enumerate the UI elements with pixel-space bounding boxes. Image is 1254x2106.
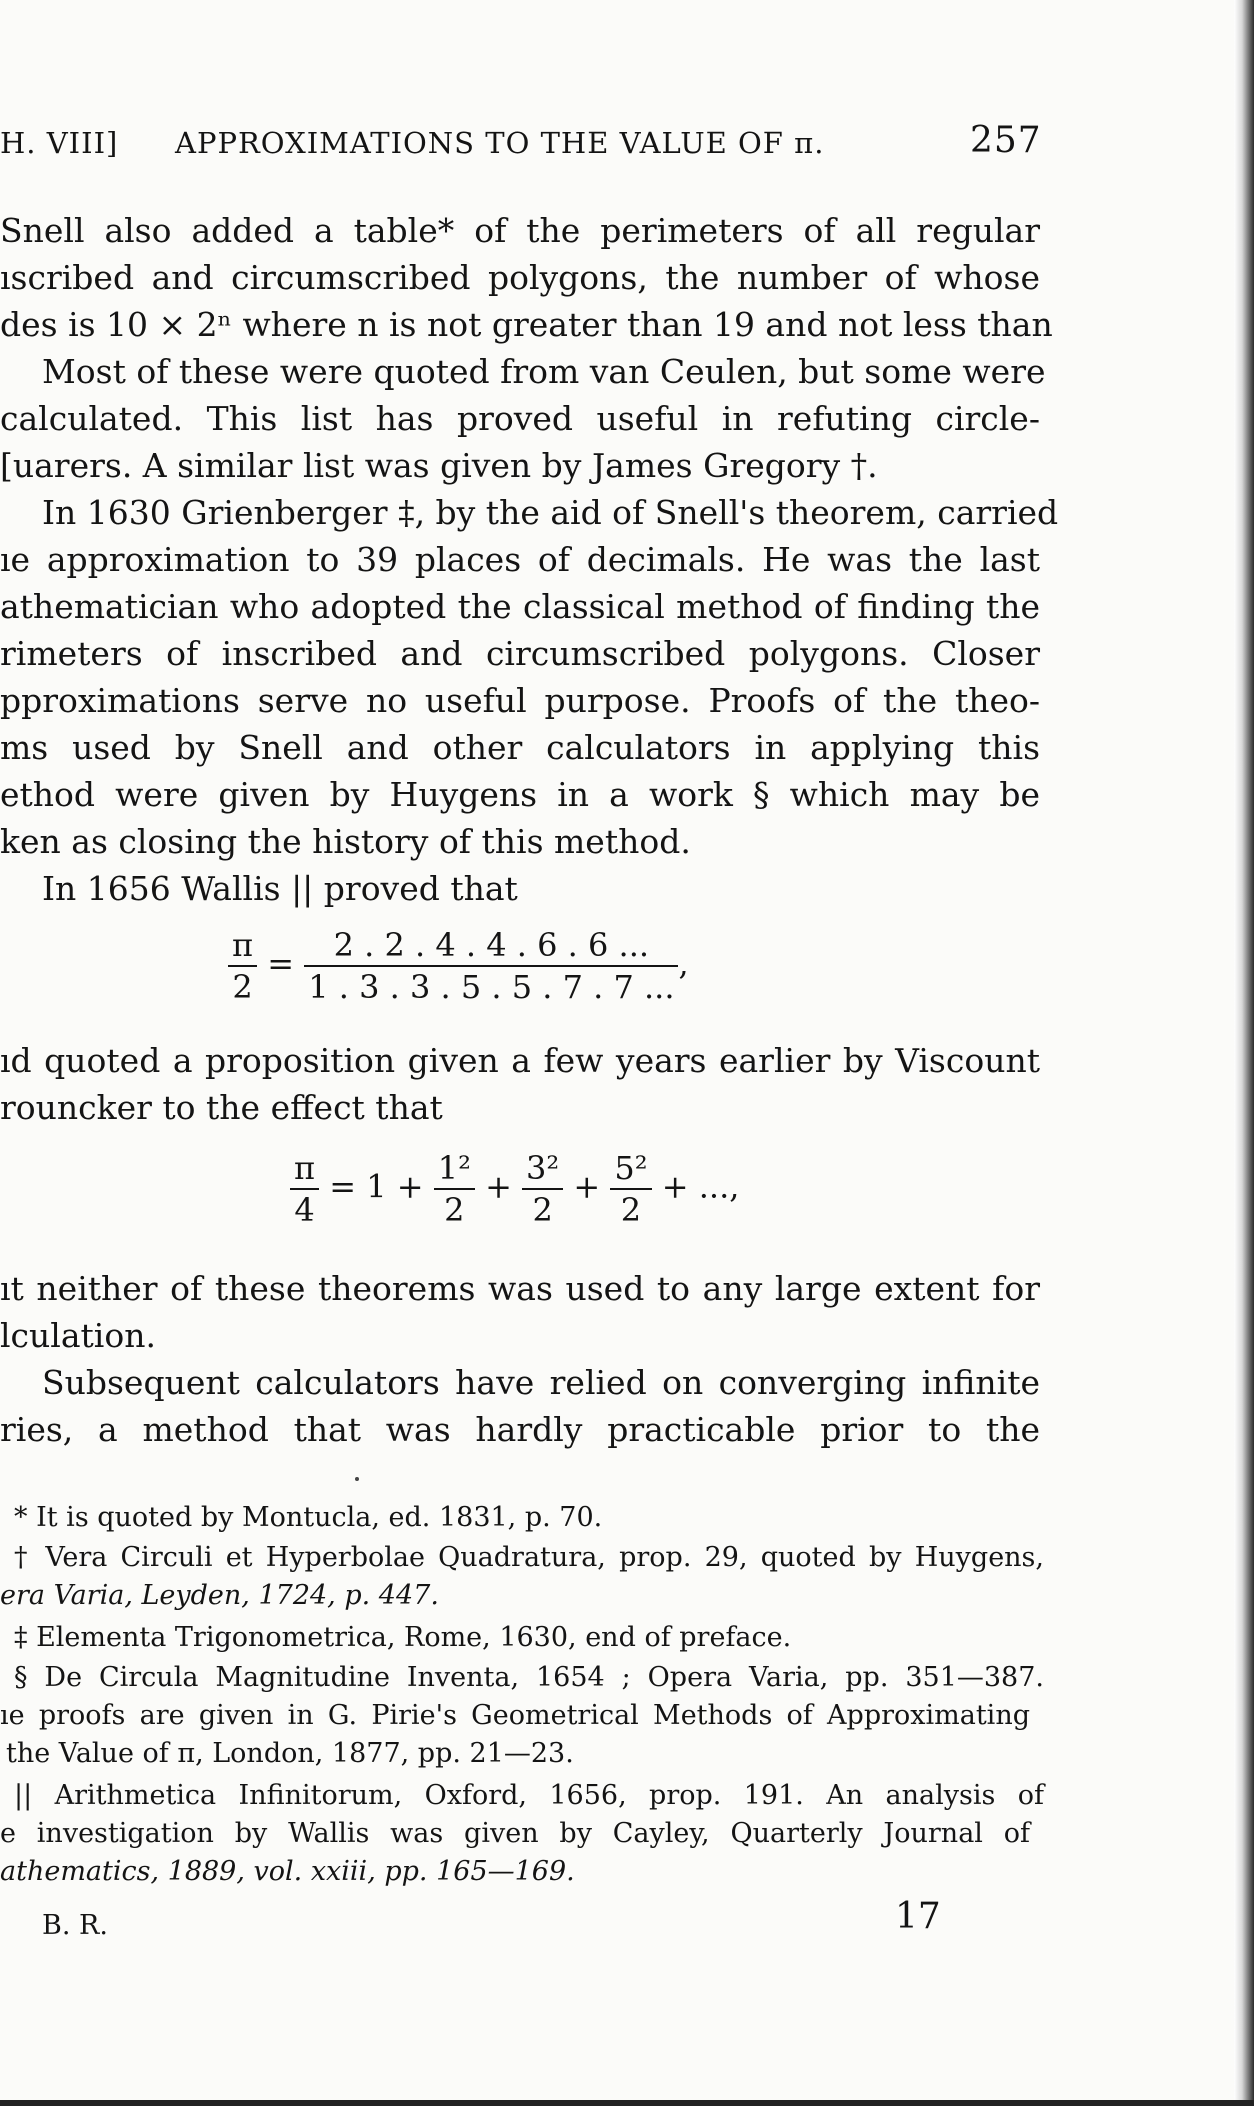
plus-sign: + (573, 1167, 601, 1206)
page-edge-shadow (1234, 0, 1254, 2106)
formula-tail: + ..., (661, 1167, 740, 1206)
term-1-denominator: 2 (444, 1191, 465, 1229)
stray-mark (355, 1477, 359, 1481)
footnote-line: ıe proofs are given in G. Pirie's Geometrical Methods of Approximating (0, 1700, 1030, 1731)
footnote-line: || Arithmetica Infinitorum, Oxford, 1656, prop. 191. An analysis of (14, 1780, 1044, 1811)
text-line: ries, a method that was hardly practicable prior to the (0, 1410, 1040, 1449)
text-line: ıscribed and circumscribed polygons, the number of whose (0, 258, 1040, 297)
plus-sign: + (485, 1167, 512, 1206)
footnote-line: † Vera Circuli et Hyperbolae Quadratura, prop. 29, quoted by Huygens, (14, 1542, 1044, 1573)
text-line: des is 10 × 2ⁿ where n is not greater than 19 and not less than (0, 305, 1053, 344)
wallis-formula (228, 925, 689, 1007)
text-line: ken as closing the history of this method. (0, 822, 691, 861)
text-line: Snell also added a table* of the perimeters of all regular (0, 211, 1040, 250)
text-line: In 1656 Wallis || proved that (42, 869, 518, 908)
text-line: ıd quoted a proposition given a few years earlier by Viscount (0, 1041, 1040, 1080)
term-3-numerator: 5² (610, 1148, 651, 1190)
footnote-line: * It is quoted by Montucla, ed. 1831, p. 70. (14, 1502, 603, 1533)
page-number: 257 (970, 120, 1042, 161)
term-3-denominator: 2 (620, 1191, 642, 1229)
text-line: ethod were given by Huygens in a work § which may be (0, 775, 1040, 814)
text-line: rouncker to the effect that (0, 1088, 443, 1127)
equals-sign: = (329, 1167, 357, 1206)
term-one: 1 + (366, 1167, 424, 1206)
footnote-line: the Value of π, London, 1877, pp. 21—23. (6, 1738, 574, 1769)
lhs-numerator: π (290, 1148, 319, 1190)
text-line: In 1630 Grienberger ‡, by the aid of Snell's theorem, carried (42, 493, 1059, 532)
text-line: athematician who adopted the classical method of finding the (0, 587, 1040, 626)
formula-lhs (290, 1148, 319, 1230)
term-1-numerator: 1² (434, 1148, 475, 1190)
equals-sign: = (267, 944, 295, 983)
term-3 (610, 1148, 651, 1230)
chapter-label: H. VIII] (0, 126, 119, 160)
text-line: rimeters of inscribed and circumscribed polygons. Closer (0, 634, 1040, 673)
footnote-line: era Varia, Leyden, 1724, p. 447. (0, 1580, 439, 1611)
text-line: Most of these were quoted from van Ceulen, but some were (42, 352, 1046, 391)
page-bottom-edge (0, 2100, 1254, 2106)
footnote-line: § De Circula Magnitudine Inventa, 1654 ; Opera Varia, pp. 351—387. (14, 1662, 1044, 1693)
text-line: pproximations serve no useful purpose. Proofs of the theo- (0, 681, 1040, 720)
footnote-line: e investigation by Wallis was given by Cayley, Quarterly Journal of (0, 1818, 1030, 1849)
signature-mark: B. R. (42, 1910, 108, 1941)
rhs-denominator: 1 . 3 . 3 . 5 . 5 . 7 . 7 ... (308, 968, 675, 1006)
text-line: Subsequent calculators have relied on converging infinite (42, 1363, 1040, 1402)
text-line: lculation. (0, 1316, 156, 1355)
term-2-numerator: 3² (522, 1148, 563, 1190)
formula-punctuation: , (678, 944, 689, 983)
footnote-line: ‡ Elementa Trigonometrica, Rome, 1630, end of preface. (14, 1622, 792, 1653)
running-header (0, 120, 1042, 170)
text-line: ıe approximation to 39 places of decimals. He was the last (0, 540, 1040, 579)
brouncker-formula (290, 1148, 739, 1230)
term-2 (522, 1148, 563, 1230)
footnote-line: athematics, 1889, vol. xxiii, pp. 165—169. (0, 1856, 575, 1887)
text-line: ms used by Snell and other calculators in applying this (0, 728, 1040, 767)
rhs-numerator: 2 . 2 . 4 . 4 . 6 . 6 ... (304, 925, 678, 967)
text-line: [uarers. A similar list was given by James Gregory †. (0, 446, 878, 485)
lhs-denominator: 2 (232, 968, 253, 1006)
lhs-numerator: π (228, 925, 257, 967)
text-line: ıt neither of these theorems was used to any large extent for (0, 1269, 1040, 1308)
running-title: APPROXIMATIONS TO THE VALUE OF π. (175, 126, 825, 160)
text-line: calculated. This list has proved useful in refuting circle- (0, 399, 1040, 438)
formula-lhs (228, 925, 257, 1007)
formula-rhs (304, 925, 678, 1007)
term-2-denominator: 2 (532, 1191, 553, 1229)
term-1 (434, 1148, 475, 1230)
sheet-number: 17 (895, 1896, 941, 1937)
lhs-denominator: 4 (294, 1191, 315, 1229)
